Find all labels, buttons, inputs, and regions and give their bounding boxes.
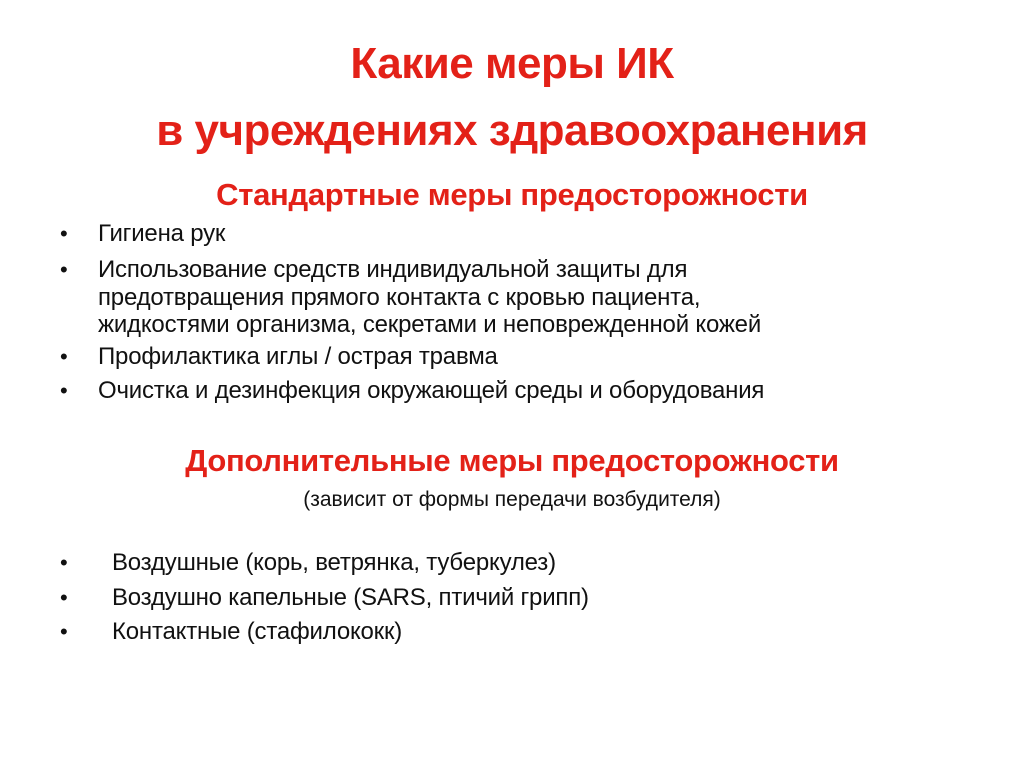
list-item: Воздушные (корь, ветрянка, туберкулез): [112, 549, 556, 576]
bullet-marker: •: [60, 550, 68, 575]
bullet-marker: •: [60, 378, 68, 403]
additional-precautions-heading: Дополнительные меры предосторожности: [185, 443, 839, 478]
bullet-marker: •: [60, 585, 68, 610]
list-item: Очистка и дезинфекция окружающей среды и оборудования: [98, 377, 765, 404]
slide-title-line-2: в учреждениях здравоохранения: [156, 106, 868, 155]
list-item: Гигиена рук: [98, 220, 226, 247]
list-item: Использование средств индивидуальной защиты для: [98, 256, 688, 283]
list-item: Контактные (стафилококк): [112, 618, 403, 645]
list-item-continuation: предотвращения прямого контакта с кровью пациента,: [98, 284, 701, 311]
list-item: Воздушно капельные (SARS, птичий грипп): [112, 584, 589, 611]
standard-precautions-heading: Стандартные меры предосторожности: [216, 177, 808, 212]
bullet-marker: •: [60, 257, 68, 282]
bullet-marker: •: [60, 344, 68, 369]
bullet-marker: •: [60, 221, 68, 246]
list-item-continuation: жидкостями организма, секретами и неповрежденной кожей: [98, 311, 762, 338]
bullet-marker: •: [60, 619, 68, 644]
transmission-note: (зависит от формы передачи возбудителя): [303, 488, 721, 511]
slide-title-line-1: Какие меры ИК: [350, 39, 674, 88]
list-item: Профилактика иглы / острая травма: [98, 343, 498, 370]
